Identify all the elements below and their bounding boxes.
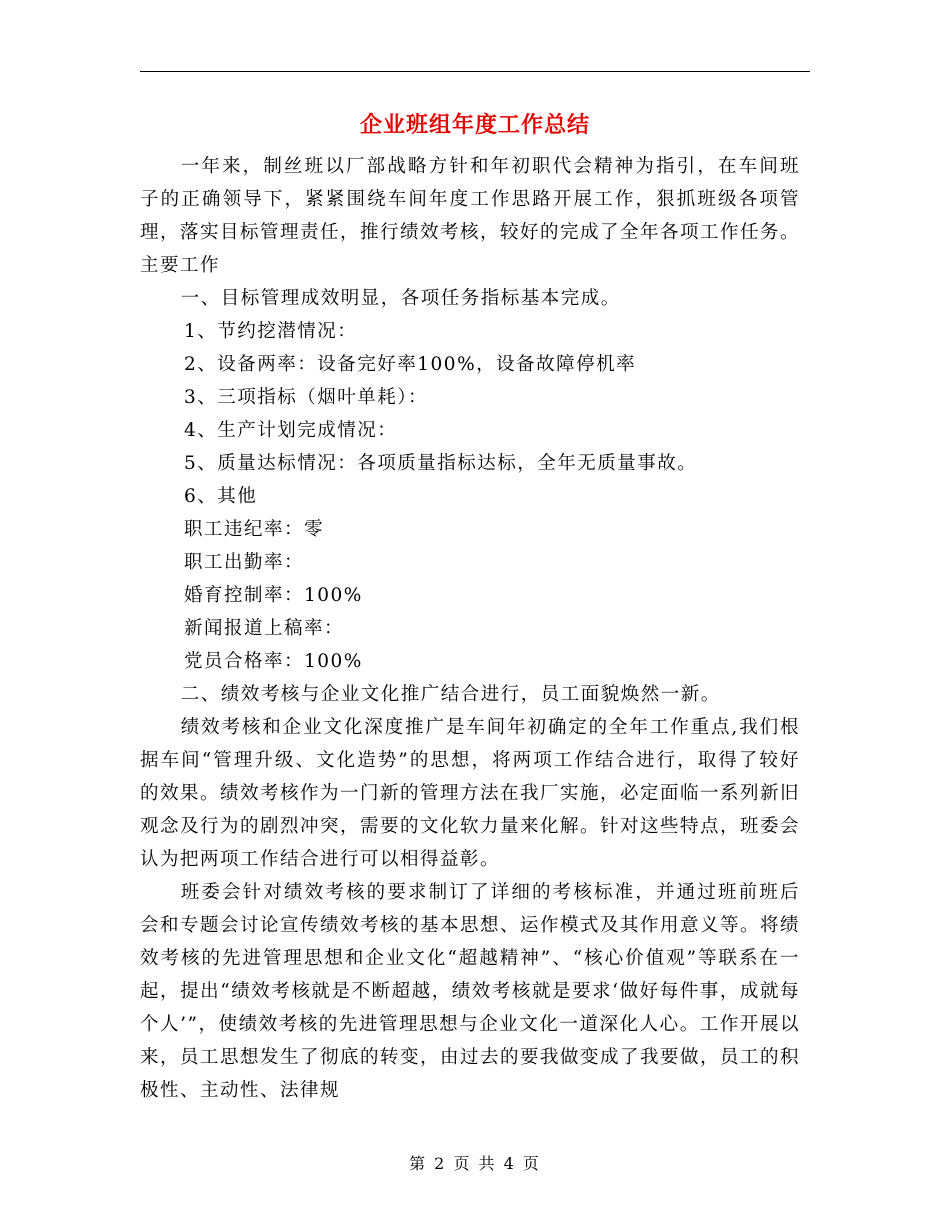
paragraph-body: 绩效考核和企业文化深度推广是车间年初确定的全年工作重点,我们根据车间“管理升级、文化造势”的思想，将两项工作结合进行，取得了较好的效果。绩效考核作为一门新的管理方法在我厂实施，必定面临一系列新旧观念及行为的剧烈冲突，需要的文化软力量来化解。针对这些特点，班委会认为把两项工作结合进行可以相得益彰。 <box>140 717 801 870</box>
list-item: 新闻报道上稿率： <box>184 618 345 639</box>
document-body <box>140 150 800 1107</box>
paragraph-body: 班委会针对绩效考核的要求制订了详细的考核标准，并通过班前班后会和专题会讨论宣传绩效考核的基本思想、运作模式及其作用意义等。将绩效考核的先进管理思想和企业文化“超越精神”、“核心价值观”等联系在一起，提出“绩效考核就是不断超越，绩效考核就是要求‘做好每件事，成就每个人’”，使绩效考核的先进管理思想与企业文化一道深化人心。工作开展以来，员工思想发生了彻底的转变，由过去的要我做变成了我要做，员工的积极性、主动性、法律规 <box>140 882 801 1101</box>
list-item: 1、节约挖潜情况： <box>184 321 358 342</box>
paragraph-intro: 一年来，制丝班以厂部战略方针和年初职代会精神为指引，在车间班子的正确领导下，紧紧围绕车间年度工作思路开展工作，狠抓班级各项管理，落实目标管理责任，推行绩效考核，较好的完成了全年各项工作任务。主要工作 <box>140 156 801 276</box>
list-item: 3、三项指标（烟叶单耗）： <box>184 387 429 408</box>
list-item: 5、质量达标情况：各项质量指标达标，全年无质量事故。 <box>184 453 698 474</box>
list-item: 2、设备两率：设备完好率100%，设备故障停机率 <box>184 354 637 375</box>
list-item: 6、其他 <box>184 486 258 507</box>
section-heading-2: 二、绩效考核与企业文化推广结合进行，员工面貌焕然一新。 <box>180 684 721 705</box>
page-footer: 第 2 页 共 4 页 <box>409 1154 541 1173</box>
list-item: 党员合格率：100% <box>184 651 363 672</box>
list-item: 职工出勤率： <box>184 552 305 573</box>
section-heading-1: 一、目标管理成效明显，各项任务指标基本完成。 <box>180 288 621 309</box>
list-item: 婚育控制率：100% <box>184 585 363 606</box>
list-item: 4、生产计划完成情况： <box>184 420 398 441</box>
document-title: 企业班组年度工作总结 <box>359 112 590 138</box>
list-item: 职工违纪率：零 <box>184 519 325 540</box>
header-rule <box>140 71 810 72</box>
